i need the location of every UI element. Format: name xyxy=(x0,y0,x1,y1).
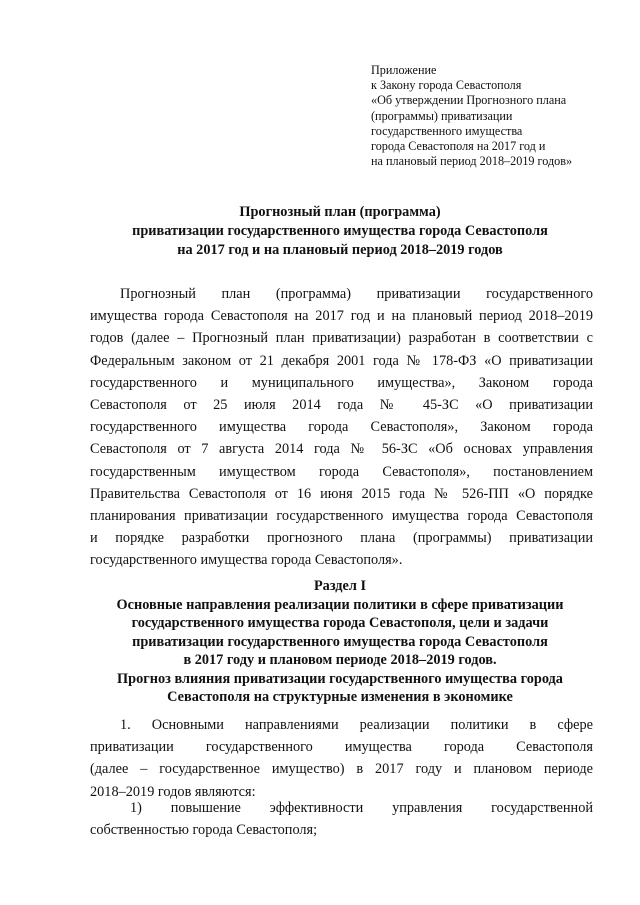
paragraph-line: 1) повышение эффективности управления государственной xyxy=(130,800,593,816)
paragraph-line: государственным имуществом города Севастополя», постановлением xyxy=(90,463,593,480)
paragraph-line: Севастополя от 7 августа 2014 года № 56-ЗС «Об основах управления xyxy=(90,441,593,458)
section-title-line: в 2017 году и плановом периоде 2018–2019 годов. xyxy=(183,652,497,668)
paragraph-line: государственного и муниципального имущества», Законом города xyxy=(90,374,593,391)
title-line: Прогнозный план (программа) xyxy=(239,204,441,220)
paragraph-line: годов (далее – Прогнозный план приватизации) разработан в соответствии с xyxy=(90,330,593,347)
paragraph-line: Прогнозный план (программа) приватизации государственного xyxy=(120,286,593,302)
section-title-line: государственного имущества города Севастополя, цели и задачи xyxy=(131,615,549,631)
appendix-line: государственного имущества xyxy=(371,123,523,138)
appendix-line: на плановый период 2018–2019 годов» xyxy=(371,154,573,169)
document-title xyxy=(90,203,590,260)
paragraph-line: имущества города Севастополя на 2017 год и на плановый период 2018–2019 xyxy=(90,308,593,325)
paragraph-line: государственного имущества города Севастополя», Законом города xyxy=(90,419,593,436)
subitem-1-paragraph xyxy=(90,797,593,841)
paragraph-line: (далее – государственное имущество) в 2017 году и плановом периоде xyxy=(90,761,593,778)
paragraph-line: Правительства Севастополя от 16 июня 2015 года № 526-ПП «О порядке xyxy=(90,485,593,502)
appendix-line: к Закону города Севастополя xyxy=(371,78,522,93)
section-title-line: приватизации государственного имущества города Севастополя xyxy=(132,633,548,650)
appendix-note xyxy=(371,63,621,169)
section-title-line: Основные направления реализации политики в сфере приватизации xyxy=(116,596,564,613)
section-title-line: Прогноз влияния приватизации государственного имущества города xyxy=(117,670,563,687)
paragraph-line: Федеральным законом от 21 декабря 2001 года № 178-ФЗ «О приватизации xyxy=(90,352,593,369)
paragraph-line: приватизации государственного имущества города Севастополя xyxy=(90,739,593,756)
title-line: приватизации государственного имущества города Севастополя xyxy=(132,223,548,239)
section-heading xyxy=(90,577,590,707)
section-title-line: Севастополя на структурные изменения в экономике xyxy=(167,689,513,705)
paragraph-line: 2018–2019 годов являются: xyxy=(90,783,256,800)
paragraph-line: 1. Основными направлениями реализации политики в сфере xyxy=(120,717,593,733)
intro-paragraph xyxy=(90,283,593,571)
appendix-line: «Об утверждении Прогнозного плана xyxy=(371,93,567,108)
paragraph-line: собственностью города Севастополя; xyxy=(90,822,318,839)
paragraph-line: государственного имущества города Севастополя». xyxy=(90,552,403,569)
section-number: Раздел I xyxy=(313,578,367,594)
appendix-line: (программы) приватизации xyxy=(371,108,513,123)
appendix-line: города Севастополя на 2017 год и xyxy=(371,139,546,154)
title-line: на 2017 год и на плановый период 2018–2019 годов xyxy=(177,242,503,258)
paragraph-line: Севастополя от 25 июля 2014 года № 45-ЗС «О приватизации xyxy=(90,396,593,413)
appendix-line: Приложение xyxy=(371,63,437,77)
paragraph-line: и порядке разработки прогнозного плана (программы) приватизации xyxy=(90,530,593,547)
item-1-paragraph xyxy=(90,714,593,803)
paragraph-line: планирования приватизации государственного имущества города Севастополя xyxy=(90,507,593,524)
